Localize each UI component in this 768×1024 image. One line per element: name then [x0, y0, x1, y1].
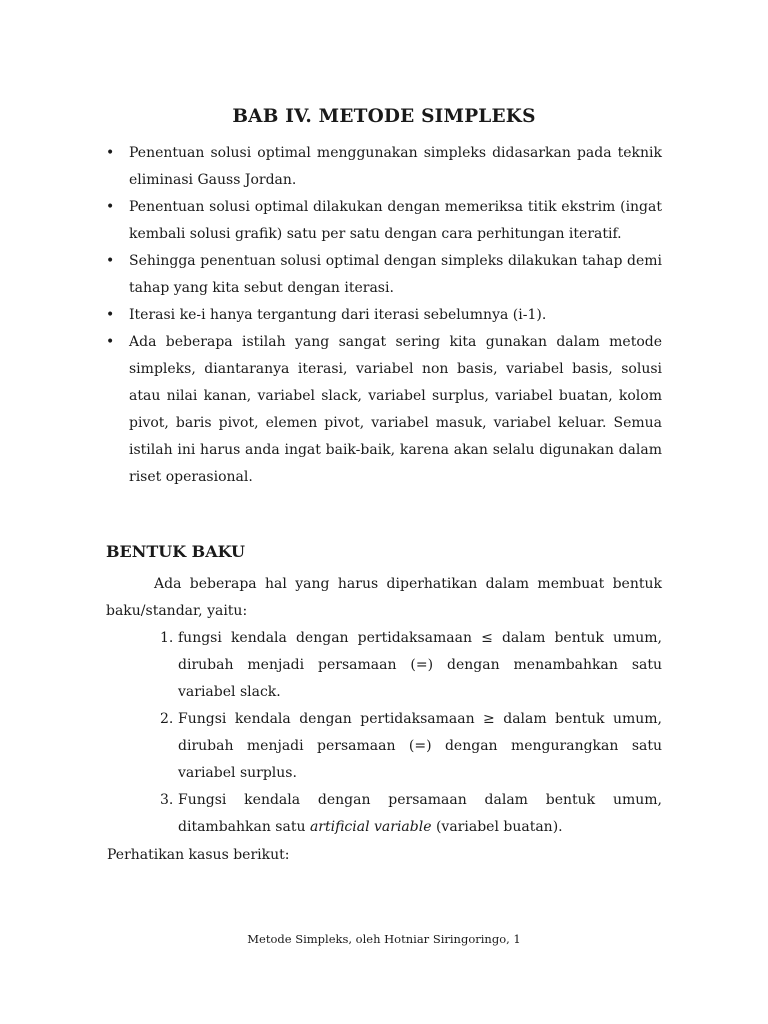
bullet-text: Iterasi ke-i hanya tergantung dari iterasi sebelumnya (i-1). — [129, 307, 547, 323]
page-title: BAB IV. METODE SIMPLEKS — [232, 106, 536, 127]
bullet-icon: • — [106, 199, 115, 215]
bullet-item — [106, 194, 662, 248]
bullet-icon: • — [106, 307, 115, 323]
bullet-text: Penentuan solusi optimal menggunakan simpleks didasarkan pada teknik eliminasi Gauss Jordan. — [129, 145, 662, 188]
bullet-icon: • — [106, 253, 115, 269]
bullet-item — [106, 302, 662, 329]
bullet-icon: • — [106, 145, 115, 161]
section-intro: Ada beberapa hal yang harus diperhatikan dalam membuat bentuk baku/standar, yaitu: — [106, 576, 662, 619]
item-text-after: (variabel buatan). — [431, 819, 563, 835]
item-number: 2. — [160, 711, 174, 727]
section-heading: BENTUK BAKU — [106, 542, 245, 561]
bullet-icon: • — [106, 334, 115, 350]
item-text — [178, 792, 662, 835]
bullet-item — [106, 329, 662, 491]
numbered-list — [156, 625, 662, 841]
item-text-italic: artificial variable — [309, 819, 432, 835]
closing-text: Perhatikan kasus berikut: — [107, 847, 290, 863]
page-footer: Metode Simpleks, oleh Hotniar Siringoringo, 1 — [247, 932, 521, 946]
bullet-text: Penentuan solusi optimal dilakukan dengan memeriksa titik ekstrim (ingat kembali solusi grafik) satu per satu dengan cara perhitungan iteratif. — [129, 199, 662, 242]
item-text-before: Fungsi kendala dengan persamaan dalam bentuk umum, ditambahkan satu — [178, 792, 662, 835]
bullet-item — [106, 140, 662, 194]
item-number: 1. — [160, 630, 174, 646]
numbered-item — [156, 787, 662, 841]
item-text: fungsi kendala dengan pertidaksamaan ≤ dalam bentuk umum, dirubah menjadi persamaan (=) dengan menambahkan satu variabel slack. — [178, 630, 662, 700]
bullet-text: Ada beberapa istilah yang sangat sering kita gunakan dalam metode simpleks, diantaranya iterasi, variabel non basis, variabel basis, solusi atau nilai kanan, variabel slack, variabel surplus, variabel buatan, kolom pivot, baris pivot, elemen pivot, variabel masuk, variabel keluar. Semua istilah ini harus anda ingat baik-baik, karena akan selalu digunakan dalam riset operasional. — [129, 334, 662, 485]
bullet-text: Sehingga penentuan solusi optimal dengan simpleks dilakukan tahap demi tahap yang kita sebut dengan iterasi. — [129, 253, 662, 296]
bullet-list — [106, 140, 662, 491]
numbered-item — [156, 706, 662, 787]
bullet-item — [106, 248, 662, 302]
item-text: Fungsi kendala dengan pertidaksamaan ≥ dalam bentuk umum, dirubah menjadi persamaan (=) dengan mengurangkan satu variabel surplus. — [178, 711, 662, 781]
numbered-item — [156, 625, 662, 706]
item-number: 3. — [160, 792, 174, 808]
